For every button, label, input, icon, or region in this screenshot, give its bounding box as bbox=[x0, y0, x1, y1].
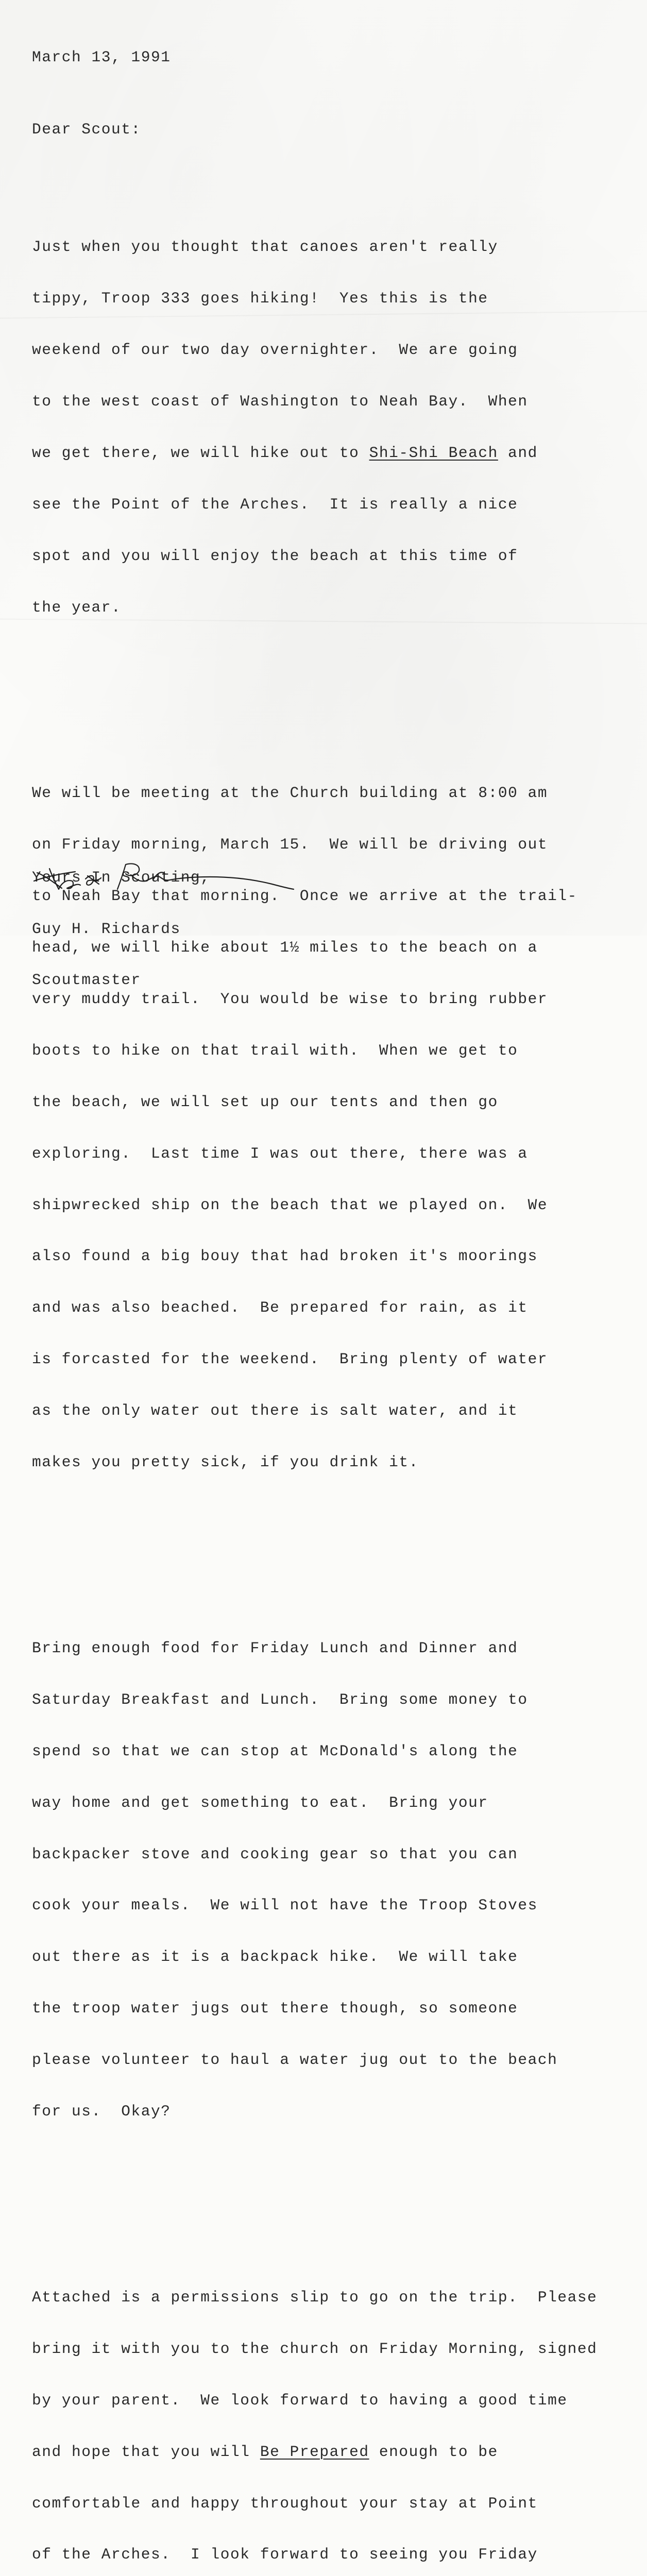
text-line: Attached is a permissions slip to go on the trip. Please bbox=[32, 2289, 598, 2306]
text-line: for us. Okay? bbox=[32, 2103, 171, 2121]
text-line: boots to hike on that trail with. When we get to bbox=[32, 1041, 518, 1059]
letter-body bbox=[32, 14, 624, 2576]
text-line: the troop water jugs out there though, so someone bbox=[32, 1999, 518, 2018]
text-line: spot and you will enjoy the beach at this time of bbox=[32, 547, 518, 565]
text-fragment: and hope that you will bbox=[32, 2443, 260, 2461]
underlined-place-name: Shi-Shi Beach bbox=[369, 444, 498, 462]
text-line: as the only water out there is salt water, and it bbox=[32, 1402, 518, 1420]
paragraph-spacer bbox=[32, 1540, 624, 1554]
text-line: the beach, we will set up our tents and then go bbox=[32, 1093, 498, 1111]
text-line: the year. bbox=[32, 598, 122, 616]
text-line: on Friday morning, March 15. We will be driving out bbox=[32, 836, 548, 854]
text-line: to Neah Bay that morning. Once we arrive at the trail- bbox=[32, 887, 577, 905]
text-line: very muddy trail. You would be wise to bring rubber bbox=[32, 990, 548, 1008]
text-line: shipwrecked ship on the beach that we played on. We bbox=[32, 1196, 548, 1214]
signer-name: Guy H. Richards bbox=[32, 920, 181, 938]
text-line: see the Point of the Arches. It is really a nice bbox=[32, 495, 518, 513]
paragraph-spacer bbox=[32, 2189, 624, 2204]
text-line: of the Arches. I look forward to seeing you Friday bbox=[32, 2546, 538, 2564]
text-line: backpacker stove and cooking gear so that you can bbox=[32, 1845, 518, 1863]
letter-date: March 13, 1991 bbox=[32, 48, 171, 66]
text-line: head, we will hike about 1½ miles to the beach on a bbox=[32, 939, 538, 957]
underlined-motto: Be Prepared bbox=[260, 2443, 369, 2461]
text-line: Bring enough food for Friday Lunch and Dinner and bbox=[32, 1639, 518, 1657]
text-line: Saturday Breakfast and Lunch. Bring some money to bbox=[32, 1690, 528, 1708]
text-line bbox=[32, 2444, 624, 2461]
text-line: is forcasted for the weekend. Bring plenty of water bbox=[32, 1350, 548, 1368]
text-line: Just when you thought that canoes aren't really bbox=[32, 238, 498, 256]
text-fragment: and bbox=[498, 444, 538, 462]
text-line: comfortable and happy throughout your stay at Point bbox=[32, 2494, 538, 2512]
salutation: Dear Scout: bbox=[32, 121, 141, 139]
text-line bbox=[32, 445, 624, 462]
text-fragment: we get there, we will hike out to bbox=[32, 444, 369, 462]
paragraph-4 bbox=[32, 2255, 624, 2576]
text-line: We will be meeting at the Church building at 8:00 am bbox=[32, 784, 548, 802]
text-line: bring it with you to the church on Friday Morning, signed bbox=[32, 2340, 598, 2358]
signer-block bbox=[32, 886, 181, 1006]
text-line: exploring. Last time I was out there, there was a bbox=[32, 1144, 528, 1162]
text-line: makes you pretty sick, if you drink it. bbox=[32, 1453, 419, 1471]
paragraph-spacer bbox=[32, 685, 624, 699]
text-line: tippy, Troop 333 goes hiking! Yes this is the bbox=[32, 290, 488, 308]
text-line: by your parent. We look forward to having a good time bbox=[32, 2391, 568, 2409]
paragraph-3 bbox=[32, 1605, 624, 2155]
paragraph-1 bbox=[32, 205, 624, 651]
text-line: way home and get something to eat. Bring your bbox=[32, 1793, 488, 1811]
text-line: please volunteer to haul a water jug out to the beach bbox=[32, 2051, 558, 2069]
text-line: weekend of our two day overnighter. We are going bbox=[32, 341, 518, 359]
text-line: and was also beached. Be prepared for rain, as it bbox=[32, 1299, 528, 1317]
text-line: cook your meals. We will not have the Troop Stoves bbox=[32, 1896, 538, 1914]
text-line: out there as it is a backpack hike. We will take bbox=[32, 1948, 518, 1966]
text-line: to the west coast of Washington to Neah Bay. When bbox=[32, 392, 528, 410]
text-line: also found a big bouy that had broken it's moorings bbox=[32, 1247, 538, 1265]
text-line: spend so that we can stop at McDonald's along the bbox=[32, 1742, 518, 1760]
closing: Yours In Scouting, bbox=[32, 868, 211, 886]
signer-title: Scoutmaster bbox=[32, 971, 141, 989]
text-fragment: enough to be bbox=[369, 2443, 498, 2461]
